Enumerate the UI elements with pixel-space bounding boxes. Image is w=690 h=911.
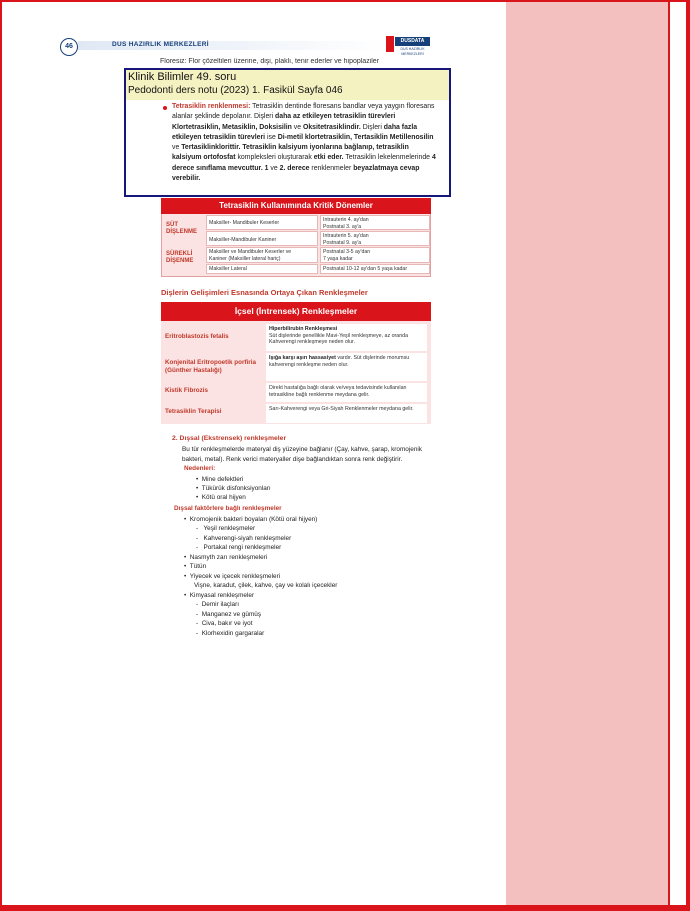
list-item: • Kimyasal renkleşmeler <box>184 592 255 599</box>
list-subitem: - Yeşil renkleşmeler <box>196 525 256 532</box>
list-item: • Tütün <box>184 563 207 570</box>
intro-text: Bu tür renkleşmelerde materyal diş yüzeyine bağlanır (Çay, kahve, şarap, kromojenik <box>182 446 422 453</box>
table-cell: Maksiller Lateral <box>206 264 318 274</box>
causes-label: Nedenleri: <box>184 465 216 472</box>
table-cell: Maksiller-Mandibuler Kaniner <box>206 231 318 246</box>
condition-description: Direkt hastalığa bağlı olarak ve/veya tedavisinde kullanılan tetrasikline bağlı renklenme meydana gelir. <box>266 383 427 402</box>
annotation-line-1: Klinik Bilimler 49. soru <box>128 71 237 83</box>
table-title: İçsel (İntrensek) Renkleşmeler <box>161 302 431 321</box>
bullet-icon <box>163 106 167 110</box>
list-item: • Kromojenik bakteri boyaları (Kötü oral hijyen) <box>184 516 318 523</box>
table-title: Tetrasiklin Kullanımında Kritik Dönemler <box>161 198 431 214</box>
list-item: • Tükürük disfonksiyonları <box>196 485 271 492</box>
section-title: 2. Dışsal (Ekstrensek) renkleşmeler <box>172 435 287 442</box>
table-cell: Maksiller ve Mandibuler Keserler ve Kaniner (Maksiller lateral hariç) <box>206 247 318 263</box>
list-subitem: - Portakal rengi renkleşmeler <box>196 544 282 551</box>
list-item: • Kötü oral hijyen <box>196 494 246 501</box>
tetracycline-paragraph: Tetrasiklin renklenmesi: Tetrasiklin dentinde floresans bandlar veya yaygın floresans alanlar şeklinde depolanır. Dişleri daha az etkileyen tetrasiklin türevleri Klortetrasiklin, Metasiklin, Doksisilin ve Oksitetrasiklindir. Dişleri daha fazla etkileyen tetrasiklin türevleri ise Di-metil klortetrasiklin, Tertasiklin Metillenosilin ve Tertasiklinklorittir. Tetrasiklin kalsiyum iyonlarına bağlanıp, tetrasiklin kalsiyum ortofosfat kompleksleri oluşturarak etki eder. Tetrasiklin lekelenmelerinde 4 derece sınıflama mevcuttur. 1 ve 2. derece renklenmeler beyazlatmaya cevap verebilir. <box>172 103 436 183</box>
list-subitem: - Manganez ve gümüş <box>196 611 262 618</box>
category-label: SÜT DİŞLENME <box>166 222 198 235</box>
annotation-line-2: Pedodonti ders notu (2023) 1. Fasikül Sayfa 046 <box>128 85 343 96</box>
condition-description: Işığa karşı aşırı hassasiyet vardır. Süt dişlerinde morumsu kahverengi renkleşme neden olur. <box>266 353 427 381</box>
right-border-inner <box>670 2 686 905</box>
list-subitem: - Civa, bakır ve iyot <box>196 620 253 627</box>
factors-label: Dışsal faktörlere bağlı renkleşmeler <box>174 505 282 512</box>
list-subitem: - Demir ilaçları <box>196 601 239 608</box>
list-item: • Mine defektleri <box>196 476 244 483</box>
table-cell: Postnatal 3-5 ay'dan 7 yaşa kadar <box>320 247 430 263</box>
condition-description: Sarı-Kahverengi veya Gri-Siyah Renklenmeler meydana gelir. <box>266 404 427 423</box>
condition-name: Kistik Fibrozis <box>165 387 209 394</box>
critical-periods-table <box>161 198 431 277</box>
bottom-border <box>0 905 690 911</box>
table-cell: Maksiller- Mandibuler Keserler <box>206 215 318 230</box>
table-cell: Postnatal 10-12 ay'dan 5 yaşa kadar <box>320 264 430 274</box>
logo-text: DUSDATA <box>395 37 430 46</box>
page-number: 46 <box>60 38 78 56</box>
list-subitem: - Kahverengi-siyah renkleşmeler <box>196 535 292 542</box>
obscured-line: Floresiz: Flor çözeltileri üzerine, dişi, plaklı, tenir ederler ve hipoplaziler <box>160 58 380 65</box>
list-note: Vişne, karadut, çilek, kahve, çay ve kolalı içecekler <box>194 582 338 589</box>
side-panel <box>506 2 668 905</box>
intro-text: bakteri, metal). Renk verici materyaller dişe bağlandıktan sonra renk değiştirir. <box>182 456 403 463</box>
list-subitem: - Klorhexidin gargaralar <box>196 630 265 637</box>
intrinsic-discoloration-table <box>161 302 431 424</box>
condition-name: Tetrasiklin Terapisi <box>165 408 222 415</box>
condition-description: Hiperbilirubin Renkleşmesi Süt dişlerinde genellikle Mavi-Yeşil renkleşmeye, az oranda Kahverengi renkleşmeye neden olur. <box>266 324 427 351</box>
list-item: • Nasmyth zarı renkleşmeleri <box>184 554 268 561</box>
header-title: DUS HAZIRLIK MERKEZLERİ <box>112 41 209 48</box>
table-body <box>161 214 431 277</box>
section-title: Dişlerin Gelişimleri Esnasında Ortaya Çıkan Renkleşmeler <box>161 288 368 297</box>
condition-name: Eritroblastozis fetalis <box>165 333 229 340</box>
table-cell: Intrauterin 5. ay'dan Postnatal 9. ay'a <box>320 231 430 246</box>
logo-subtext: DUS HAZIRLIK MERKEZLERİ <box>400 47 425 56</box>
category-label: SÜREKLİ DİŞENME <box>166 251 194 264</box>
brand-logo <box>386 36 430 54</box>
list-item: • Yiyecek ve içecek renkleşmeleri <box>184 573 281 580</box>
condition-name: Konjenital Eritropoetik porfiria (Günther Hastalığı) <box>165 359 256 374</box>
table-cell: Intrauterin 4. ay'dan Postnatal 3. ay'a <box>320 215 430 230</box>
